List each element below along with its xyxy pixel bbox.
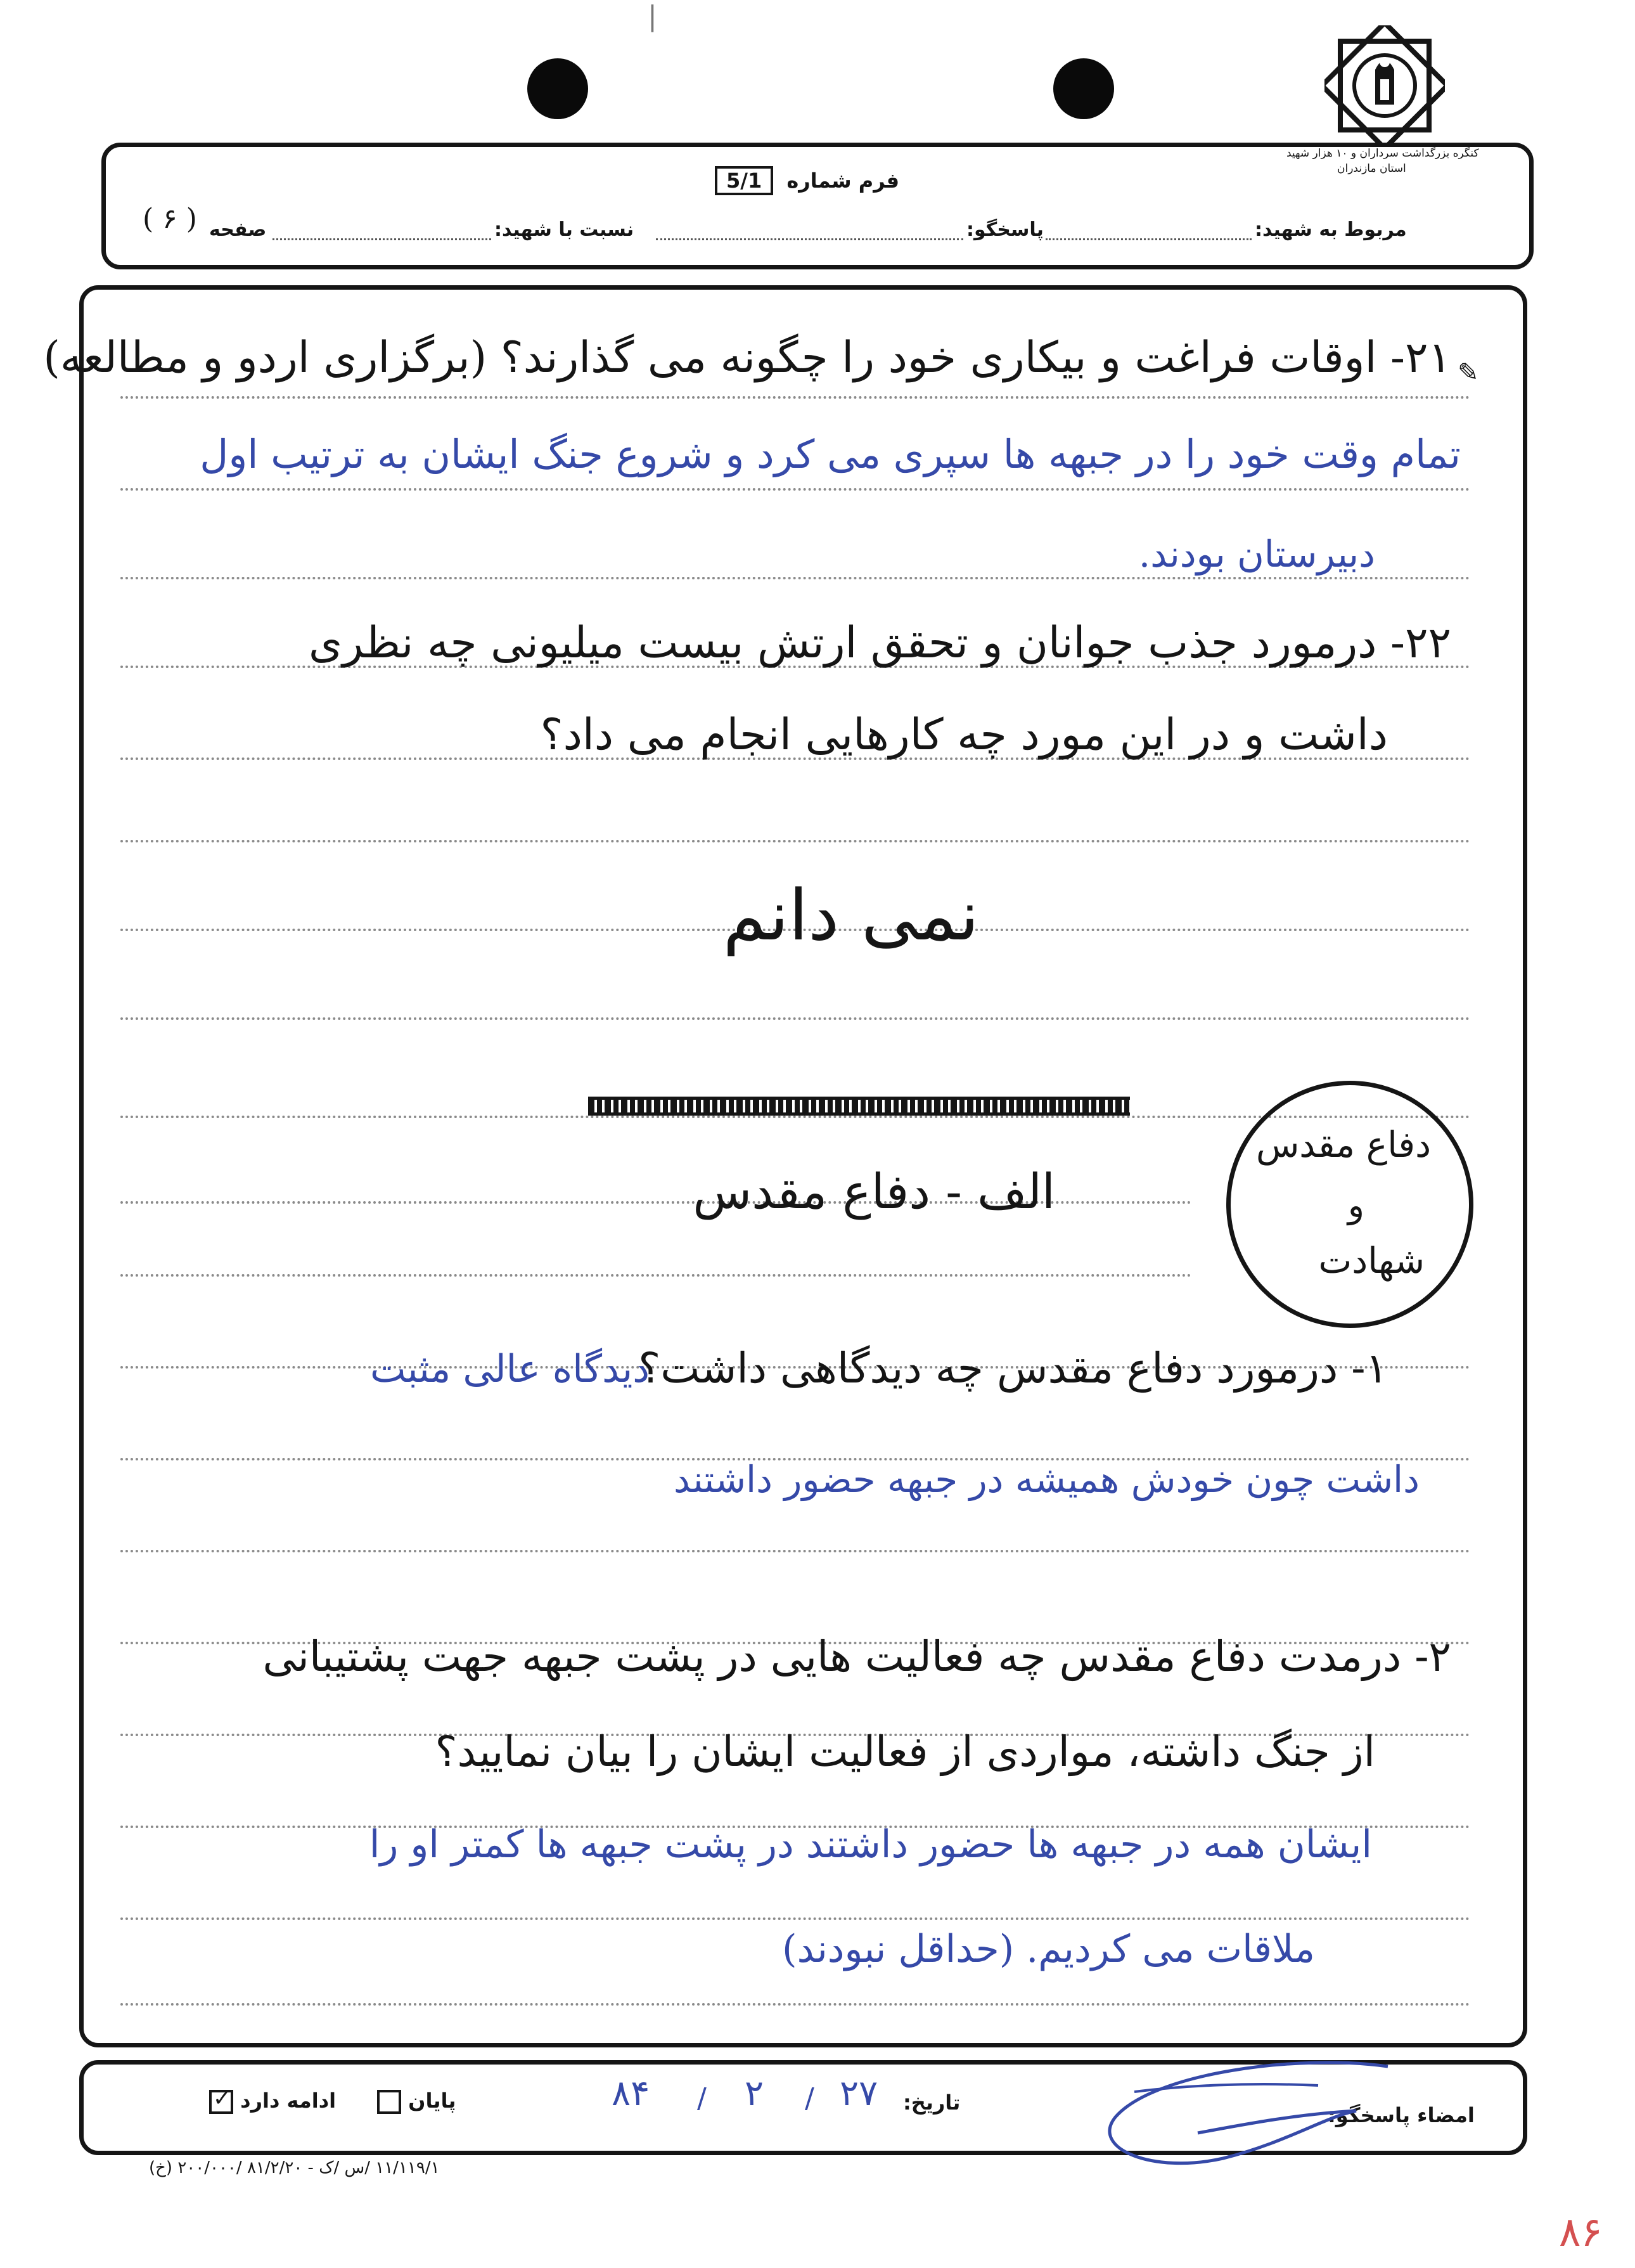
writing-line (120, 1017, 1470, 1020)
continues-checkbox[interactable] (209, 2086, 233, 2114)
pencil-icon: ✎ (1458, 358, 1479, 387)
q22-question-line2: داشت و در این مورد چه کارهایی انجام می داد؟ (540, 710, 1388, 760)
org-emblem (1324, 25, 1445, 146)
page-value: ( ۶ ) (143, 203, 197, 235)
relation-label: نسبت با شهید: (494, 219, 634, 241)
writing-line (120, 1917, 1470, 1920)
org-emblem-icon (1324, 25, 1445, 146)
date-label: تاریخ: (903, 2091, 961, 2115)
s1-answer-part1: دیدگاه عالی مثبت (370, 1347, 650, 1391)
q21-answer-line1: تمام وقت خود را در جبهه ها سپری می کرد و شروع جنگ ایشان به ترتیب اول (200, 431, 1461, 477)
form-label (715, 166, 899, 195)
writing-line (120, 396, 1470, 399)
check-icon: ✓ (213, 2086, 231, 2111)
end-label: پایان (408, 2089, 456, 2113)
date-year: ۸۴ (612, 2073, 650, 2114)
header-frame (101, 143, 1534, 269)
page-number-mark: ۸۶ (1559, 2209, 1603, 2256)
form-label-text: فرم شماره (786, 169, 900, 193)
section-stamp-line1: دفاع مقدس (1255, 1124, 1431, 1166)
date-month: ۲ (745, 2073, 764, 2114)
writing-line (120, 840, 1470, 842)
related-to-dots (1046, 238, 1252, 240)
margin-mark: | (648, 0, 657, 32)
signature-label: امضاء پاسخگو: (1328, 2103, 1475, 2127)
s2-answer-line2: ملاقات می کردیم. (حداقل نبودند) (782, 1927, 1315, 1971)
q21-question: ۲۱- اوقات فراغت و بیکاری خود را چگونه می گذارند؟ (برگزاری اردو و مطالعه) (43, 333, 1451, 383)
end-option (377, 2089, 456, 2114)
section-stamp-line2: و (1347, 1185, 1364, 1225)
date-separator: / (805, 2082, 814, 2115)
q22-question-line1: ۲۲- درمورد جذب جوانان و تحقق ارتش بیست میلیونی چه نظری (309, 618, 1451, 668)
relation-dots (272, 238, 491, 240)
writing-line (120, 488, 1470, 491)
writing-line (120, 577, 1470, 579)
page-label: صفحه (209, 219, 267, 241)
s2-question-line1: ۲- درمدت دفاع مقدس چه فعالیت هایی در پشت جبهه جهت پشتیبانی (262, 1632, 1451, 1681)
q21-answer-line2: دبیرستان بودند. (1138, 532, 1375, 576)
writing-line (120, 2003, 1470, 2006)
section-stamp (1226, 1081, 1473, 1328)
org-name-line1: کنگره بزرگداشت سرداران و ۱۰ هزار شهید (1286, 147, 1479, 160)
continues-option (209, 2086, 337, 2114)
writing-line (120, 1550, 1470, 1552)
form-code: ۱۱/۱۱۹/۱ /س /ک - ۸۱/۲/۲۰ /۲۰۰/۰۰۰ (خ) (149, 2158, 440, 2177)
respondent-label: پاسخگو: (966, 219, 1044, 241)
end-checkbox[interactable] (377, 2090, 401, 2114)
section-title: الف - دفاع مقدس (693, 1163, 1055, 1220)
continues-label: ادامه دارد (240, 2089, 337, 2113)
related-to-field (1255, 219, 1407, 241)
s2-answer-line1: ایشان همه در جبهه ها حضور داشتند در پشت جبهه ها کمتر او را (369, 1822, 1372, 1867)
respondent-signature (1058, 2047, 1401, 2187)
s1-question: ۱- درمورد دفاع مقدس چه دیدگاهی داشت؟ (638, 1344, 1388, 1393)
date-separator: / (697, 2082, 707, 2115)
scribble-separator (588, 1097, 1130, 1116)
q22-answer: نمی دانم (722, 875, 979, 956)
form-number-box: 5/1 (715, 166, 773, 195)
punch-hole-left (527, 58, 588, 119)
date-day: ۲۷ (840, 2073, 878, 2114)
section-stamp-line3: شهادت (1318, 1240, 1425, 1282)
writing-line (120, 1274, 1191, 1277)
s1-answer-line2: داشت چون خودش همیشه در جبهه حضور داشتند (674, 1458, 1420, 1501)
s2-question-line2: از جنگ داشته، مواردی از فعالیت ایشان را بیان نمایید؟ (435, 1727, 1375, 1776)
respondent-dots (656, 238, 963, 240)
org-name-line2: استان مازندران (1337, 162, 1406, 175)
punch-hole-right (1053, 58, 1114, 119)
related-to-label: مربوط به شهید: (1255, 219, 1407, 241)
